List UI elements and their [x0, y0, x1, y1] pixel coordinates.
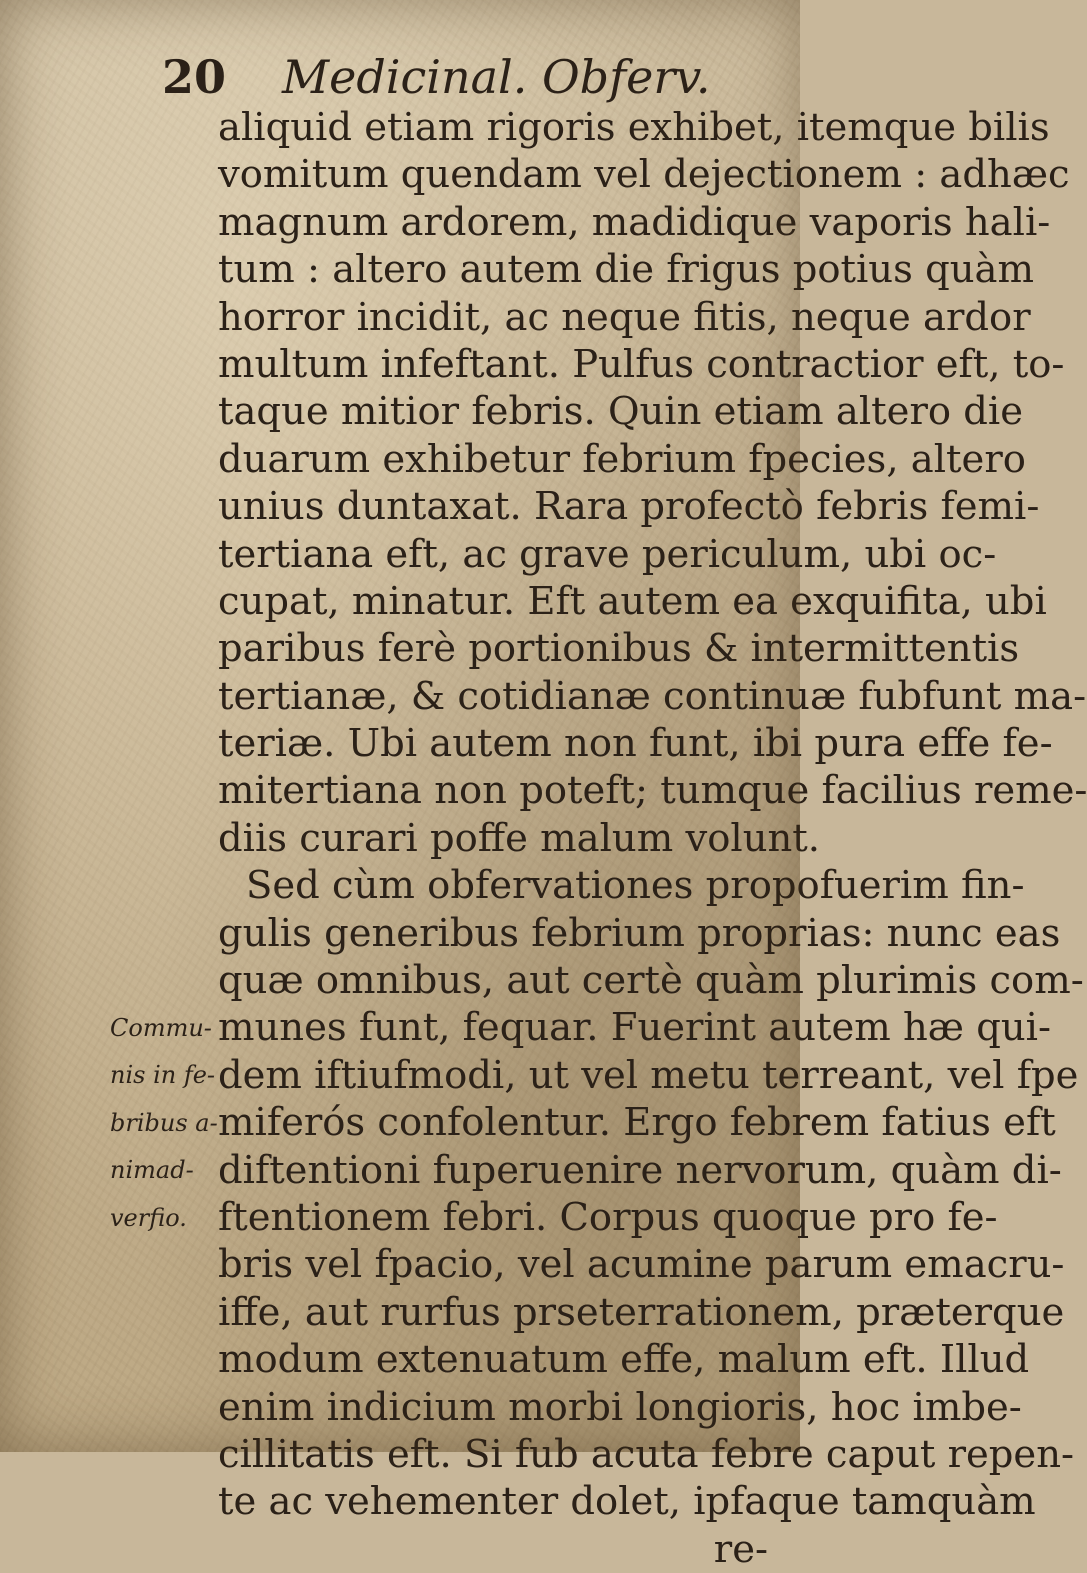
text-line: vomitum quendam vel dejectionem : adhæc: [218, 152, 1070, 198]
text-line: bris vel fpacio, vel acumine parum emacru-: [218, 1242, 1065, 1288]
marginal-note-line: Commu-: [110, 1014, 212, 1042]
text-line: enim indicium morbi longioris, hoc imbe-: [218, 1384, 1022, 1430]
main-text: [218, 104, 1087, 1573]
text-line: te ac vehementer dolet, ipfaque tamquàm: [218, 1479, 1036, 1525]
text-line: magnum ardorem, madidique vaporis hali-: [218, 199, 1051, 245]
text-line: unius duntaxat. Rara profectò febris femi-: [218, 484, 1040, 530]
text-line: taque mitior febris. Quin etiam altero die: [218, 389, 1024, 435]
text-line: iffe, aut rurfus prseterrationem, præterque: [218, 1289, 1065, 1335]
text-line: tertiana eft, ac grave periculum, ubi oc-: [218, 531, 997, 577]
marginal-note-line: bribus a-: [110, 1108, 218, 1137]
marginal-note-line: nimad-: [110, 1156, 194, 1185]
text-line: duarum exhibetur febrium fpecies, altero: [218, 436, 1026, 482]
text-line: diis curari poffe malum volunt.: [218, 815, 820, 861]
text-line: modum extenuatum effe, malum eft. Illud: [218, 1337, 1030, 1383]
text-line: dem iftiufmodi, ut vel metu terreant, vel fpe: [218, 1052, 1079, 1098]
running-head-title: Medicinal. Obferv.: [282, 50, 711, 104]
running-head: [162, 52, 722, 102]
text-line: tum : altero autem die frigus potius quàm: [218, 247, 1035, 293]
text-line: teriæ. Ubi autem non funt, ibi pura effe fe-: [218, 721, 1053, 767]
text-line: munes funt, fequar. Fuerint autem hæ qui-: [218, 1005, 1051, 1051]
text-line: Sed cùm obfervationes propofuerim fin-: [246, 863, 1025, 909]
text-line: multum infeftant. Pulfus contractior eft, to-: [218, 341, 1065, 387]
text-line: aliquid etiam rigoris exhibet, itemque bilis: [218, 105, 1050, 150]
page-number: 20: [162, 50, 227, 104]
catchword: re-: [713, 1526, 768, 1572]
text-line: horror incidit, ac neque fitis, neque ardor: [218, 294, 1031, 340]
text-line: cillitatis eft. Si fub acuta febre caput repen-: [218, 1431, 1075, 1477]
text-line: ftentionem febri. Corpus quoque pro fe-: [218, 1194, 998, 1240]
text-line: mitertiana non poteft; tumque facilius reme-: [218, 768, 1087, 814]
marginal-note-line: verfio.: [110, 1203, 187, 1232]
marginal-note-line: nis in fe-: [110, 1061, 216, 1090]
text-line: miferós confolentur. Ergo febrem fatius eft: [218, 1100, 1056, 1146]
text-line: diftentioni fuperuenire nervorum, quàm di-: [218, 1147, 1062, 1193]
text-line: paribus ferè portionibus & intermittentis: [218, 626, 1020, 672]
text-line: cupat, minatur. Eft autem ea exquifita, ubi: [218, 578, 1047, 624]
text-line: gulis generibus febrium proprias: nunc eas: [218, 910, 1061, 956]
marginal-note: [110, 1005, 218, 1242]
text-line: quæ omnibus, aut certè quàm plurimis com-: [218, 958, 1084, 1004]
text-line: tertianæ, & cotidianæ continuæ fubfunt ma-: [218, 673, 1087, 719]
